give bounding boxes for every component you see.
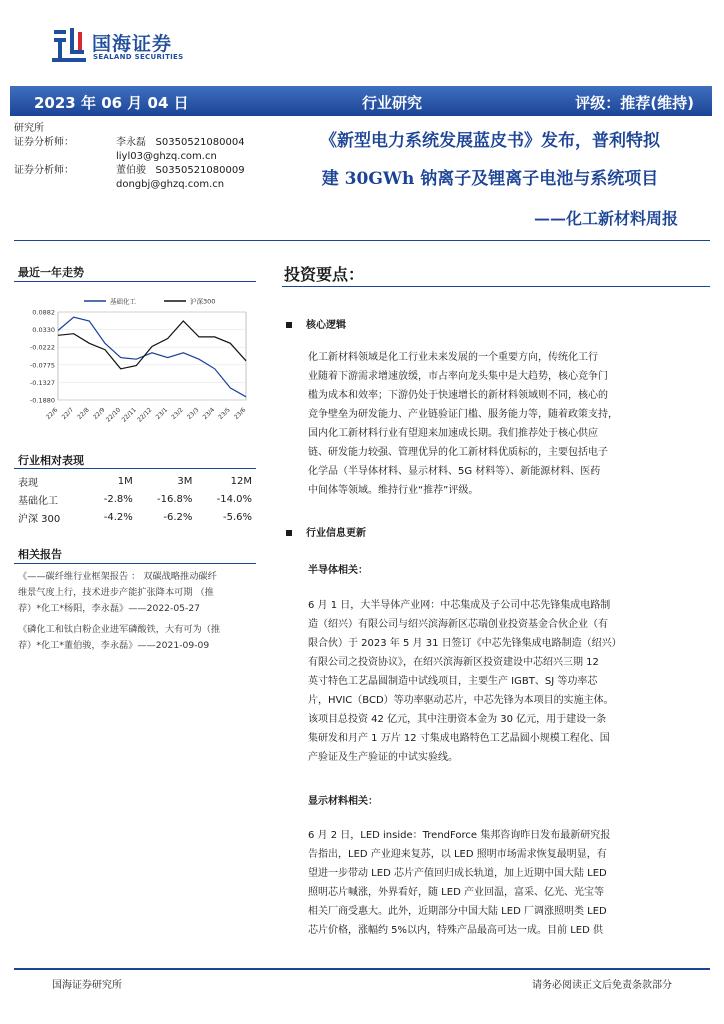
report-title: [270, 126, 710, 194]
analyst-role: 证券分析师：: [14, 137, 74, 148]
report-line: 荐）*化工*董伯骏，李永磊》——2021-09-09: [18, 640, 210, 651]
semiconductor-heading: 半导体相关：: [308, 565, 368, 576]
display-paragraph: [308, 826, 684, 940]
paragraph-line: 国内化工新材料行业有望迎来加速成长期。我们推荐处于核心供应: [308, 428, 598, 439]
plot-frame: [58, 312, 246, 400]
table-header-cell: 3M: [177, 475, 193, 487]
y-tick-label: -0.1327: [29, 378, 55, 387]
footer-disclaimer: 请务必阅读正文后免责条款部分: [532, 980, 672, 991]
paragraph-line: 照明芯片喊涨，外界看好，随 LED 产业回温，富采、亿光、光宝等: [308, 887, 604, 898]
bullet-square-icon: [286, 530, 292, 536]
x-tick-label: 23/3: [185, 406, 201, 421]
paragraph-line: 槛为成本和效率；下游仍处于快速增长的新材料领域则不同，核心的: [308, 390, 608, 401]
paragraph-line: 6 月 2 日，LED inside：TrendForce 集邦咨询昨日发布最新研究报: [308, 830, 611, 841]
x-tick-label: 23/1: [154, 406, 170, 421]
table-cell: -4.2%: [103, 511, 133, 523]
table-cell: -14.0%: [216, 493, 252, 505]
table-header-cell: 1M: [117, 475, 133, 487]
paragraph-line: 中间体等领域。维持行业“推荐”评级。: [308, 485, 479, 496]
y-tick-label: -0.1880: [29, 396, 55, 405]
report-subtitle: ——化工新材料周报: [533, 209, 678, 228]
paragraph-line: 化学品（半导体材料、显示材料、5G 材料等）、新能源材料、医药: [308, 466, 601, 477]
related-rule: [14, 563, 256, 564]
paragraph-line: 竞争壁垒为研发能力、产业链验证门槛、服务能力等，随着政策支持，: [308, 409, 618, 420]
table-header-cell: 表现: [18, 477, 38, 489]
paragraph-line: 该项目总投资 42 亿元，其中注册资本金为 30 亿元，用于建设一条: [308, 714, 607, 725]
paragraph-line: 望进一步带动 LED 芯片产值回归成长轨道，加上近期中国大陆 LED: [308, 868, 607, 879]
paragraph-line: 业随着下游需求增速放缓，市占率向龙头集中是大趋势，核心竞争门: [308, 371, 608, 382]
display-heading: 显示材料相关：: [308, 796, 378, 807]
header-banner: [10, 86, 712, 116]
report-line: 《磷化工和钛白粉企业进军磷酸铁，大有可为（推: [18, 624, 221, 635]
title-line-1: 《新型电力系统发展蓝皮书》发布，普利特拟: [320, 131, 660, 151]
x-tick-label: 22/12: [136, 406, 154, 424]
footer-left: 国海证券研究所: [52, 980, 122, 991]
key-points-title: 投资要点：: [284, 265, 365, 284]
report-line: 维景气度上行，技术进步产能扩张降本可期 （推: [18, 587, 214, 598]
x-tick-label: 23/2: [170, 406, 185, 421]
paragraph-line: 造（绍兴）有限公司与绍兴滨海新区芯瑞创业投资基金合伙企业（有: [308, 619, 608, 630]
performance-rule: [14, 468, 256, 469]
header-divider: [14, 240, 710, 241]
x-tick-label: 22/9: [91, 406, 107, 421]
trend-chart: [14, 294, 256, 424]
table-cell: -6.2%: [163, 511, 193, 523]
sealand-logo-icon: [52, 26, 88, 64]
table-cell: -2.8%: [103, 493, 133, 505]
paragraph-line: 英寸特色工艺晶圆制造中试线项目，主要生产 IGBT、SJ 等功率芯: [308, 676, 598, 687]
series-line-1: [58, 321, 246, 369]
table-row: [18, 490, 254, 508]
update-heading: 行业信息更新: [286, 524, 366, 539]
table-cell: -5.6%: [222, 511, 252, 523]
institute-label: 研究所: [14, 123, 44, 134]
table-cell: 基础化工: [18, 495, 58, 507]
report-date: 2023 年 06 月 04 日: [34, 94, 189, 112]
table-cell: -16.8%: [156, 493, 193, 505]
x-tick-label: 22/6: [44, 406, 60, 421]
series-line-0: [58, 317, 246, 397]
table-cell: 沪深 300: [18, 513, 61, 525]
paragraph-line: 告指出，LED 产业迎来复苏，以 LED 照明市场需求恢复最明显，有: [308, 849, 607, 860]
report-type: 行业研究: [362, 94, 423, 112]
trend-section-title: 最近一年走势: [18, 266, 84, 279]
footer-rule: [14, 968, 710, 970]
related-report-2[interactable]: [18, 622, 254, 654]
analyst-email[interactable]: liyl03@ghzq.com.cn: [116, 151, 217, 162]
logo-en-text: SEALAND SECURITIES: [93, 53, 184, 61]
analyst-name: 李永磊 S0350521080004: [116, 137, 245, 148]
report-rating: 评级：推荐(维持): [575, 94, 694, 112]
paragraph-line: 限合伙）于 2023 年 5 月 31 日签订《中芯先锋集成电路制造（绍兴）: [308, 638, 622, 649]
analyst-name: 董伯骏 S0350521080009: [116, 165, 245, 176]
paragraph-line: 6 月 1 日，大半导体产业网：中芯集成及子公司中芯先锋集成电路制: [308, 600, 611, 611]
table-header-cell: 12M: [230, 475, 252, 487]
paragraph-line: 化工新材料领域是化工行业未来发展的一个重要方向，传统化工行: [308, 352, 598, 363]
x-tick-label: 23/4: [201, 406, 217, 421]
x-tick-label: 23/6: [232, 406, 248, 421]
logo-cn-text: 国海证券: [92, 33, 173, 55]
logic-heading: 核心逻辑: [286, 316, 346, 331]
paragraph-line: 产验证及生产验证的中试实验线。: [308, 752, 458, 763]
y-tick-label: -0.0222: [29, 343, 55, 352]
report-line: 荐）*化工*杨阳，李永磊》——2022-05-27: [18, 603, 201, 614]
paragraph-line: 集研发和月产 1 万片 12 寸集成电路特色工艺晶圆小规模工程化、国: [308, 733, 610, 744]
paragraph-line: 相关厂商受惠大。此外，近期部分中国大陆 LED 厂调涨照明类 LED: [308, 906, 607, 917]
performance-section-title: 行业相对表现: [18, 454, 84, 467]
performance-table: [18, 472, 254, 526]
paragraph-line: 芯片价格，涨幅约 5%以内，特殊产品最高可达一成。目前 LED 供: [308, 925, 603, 936]
trend-rule: [14, 281, 256, 282]
semiconductor-paragraph: [308, 596, 684, 767]
analyst-email[interactable]: dongbj@ghzq.com.cn: [116, 179, 225, 190]
x-tick-label: 22/11: [120, 406, 138, 424]
key-points-rule: [282, 286, 710, 287]
x-tick-label: 22/8: [76, 406, 91, 421]
company-logo: [52, 26, 212, 66]
report-line: 《——碳纤维行业框架报告 ： 双碳战略推动碳纤: [18, 571, 217, 582]
x-tick-label: 23/5: [217, 406, 232, 421]
title-line-2: 建 30GWh 钠离子及锂离子电池与系统项目: [321, 169, 659, 189]
related-report-1[interactable]: [18, 569, 254, 617]
y-tick-label: 0.0882: [32, 308, 55, 317]
paragraph-line: 有限公司之投资协议》，在绍兴滨海新区投资建设中芯绍兴三期 12: [308, 657, 599, 668]
x-tick-label: 22/7: [60, 406, 76, 421]
y-tick-label: 0.0330: [32, 326, 55, 335]
bullet-square-icon: [286, 322, 292, 328]
paragraph-line: 链、研发能力较强、管理优异的化工新材料优质标的，主要包括电子: [308, 447, 608, 458]
y-tick-label: -0.0775: [29, 361, 55, 370]
legend-label-0: 基础化工: [110, 297, 136, 306]
logic-paragraph: [308, 348, 684, 500]
analyst-block: [14, 122, 254, 194]
paragraph-line: 片，HVIC（BCD）等功率驱动芯片，中芯先锋为本项目的实施主体。: [308, 695, 614, 706]
legend-label-1: 沪深300: [190, 297, 216, 306]
table-row: [18, 508, 254, 526]
related-section-title: 相关报告: [18, 548, 62, 561]
table-header-row: [18, 472, 254, 490]
x-tick-label: 22/10: [104, 406, 123, 424]
analyst-role: 证券分析师：: [14, 165, 74, 176]
